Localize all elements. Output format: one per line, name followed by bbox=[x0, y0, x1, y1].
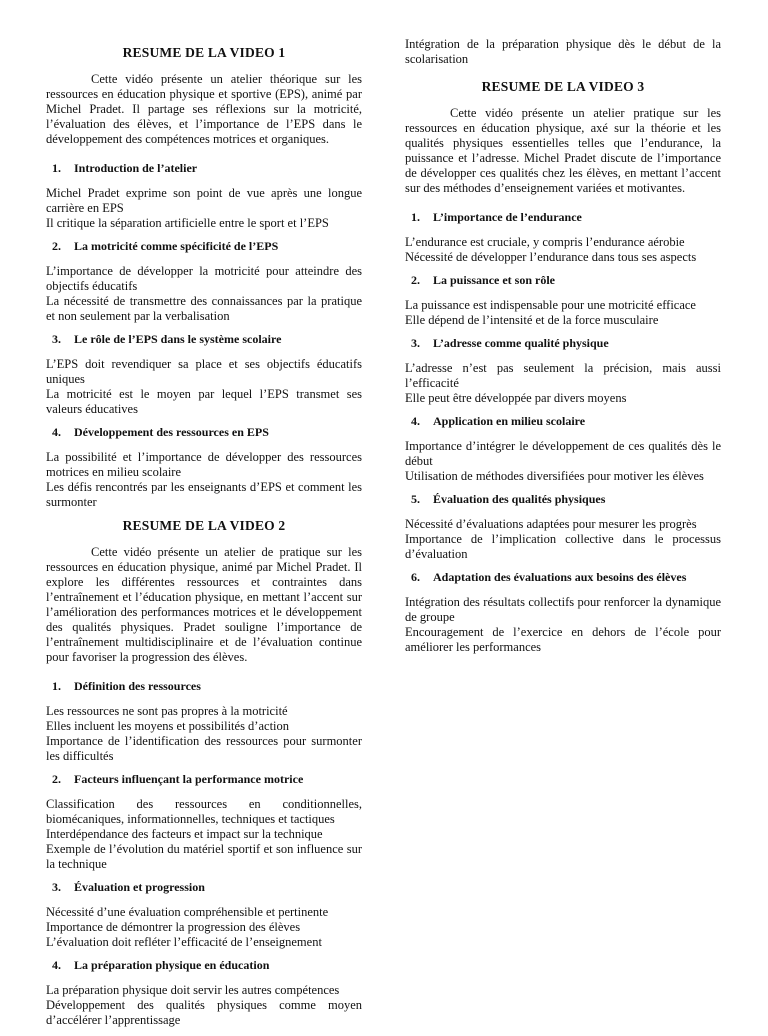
bullet-line: La nécessité de transmettre des connaissances par la pratique et non seulement par la verbalisation bbox=[46, 294, 362, 323]
bullet-line: Nécessité d’évaluations adaptées pour mesurer les progrès bbox=[405, 517, 697, 531]
video-3-section-6-body bbox=[405, 595, 721, 655]
video-3-intro: Cette vidéo présente un atelier pratique sur les ressources en éducation physique, axé sur la théorie et les qualités physiques essentielles telles que l’endurance, la puissance et l’adresse. Michel Pradet discute de l’importance de développer ces qualités chez les élèves, en mettant l’accent sur des méthodes d’enseignement variées et motivantes. bbox=[405, 106, 721, 195]
video-1-section-3-heading: 3. Le rôle de l’EPS dans le système scolaire bbox=[52, 332, 282, 346]
bullet-line: Les ressources ne sont pas propres à la motricité bbox=[46, 704, 288, 718]
video-1-section-4-body bbox=[46, 450, 362, 510]
video-2-section-3-heading: 3. Évaluation et progression bbox=[52, 880, 205, 894]
bullet-line: L’importance de développer la motricité pour atteindre des objectifs éducatifs bbox=[46, 264, 362, 293]
video-2-title: RESUME DE LA VIDEO 2 bbox=[122, 518, 286, 533]
bullet-line: Importance d’intégrer le développement de ces qualités dès le début bbox=[405, 439, 721, 468]
bullet-line: Michel Pradet exprime son point de vue après une longue carrière en EPS bbox=[46, 186, 362, 215]
video-1-section-2-body bbox=[46, 264, 362, 324]
video-3-section-5-body bbox=[405, 517, 721, 562]
bullet-line: L’évaluation doit refléter l’efficacité de l’enseignement bbox=[46, 935, 322, 949]
video-2-intro: Cette vidéo présente un atelier de pratique sur les ressources en éducation physique, animé par Michel Pradet. Il explore les différentes ressources et contraintes dans l’entraînement et l’éducation physique, en mettant l’accent sur l’amélioration des performances motrices et le développement des qualités physiques. Pradet souligne l’importance de l’entraînement multidisciplinaire et de l’évaluation continue pour favoriser la progression des élèves. bbox=[46, 545, 362, 664]
video-2-section-4-continuation: Intégration de la préparation physique dès le début de la scolarisation bbox=[405, 37, 721, 66]
video-3-section-2-heading: 2. La puissance et son rôle bbox=[411, 273, 556, 287]
bullet-line: Développement des qualités physiques comme moyen d’accélérer l’apprentissage bbox=[46, 998, 362, 1027]
bullet-line: Importance de l’implication collective dans le processus d’évaluation bbox=[405, 532, 721, 561]
video-3-section-6-heading: 6. Adaptation des évaluations aux besoins des élèves bbox=[411, 570, 687, 584]
video-1-section-1-heading: 1. Introduction de l’atelier bbox=[52, 161, 198, 175]
bullet-line: Interdépendance des facteurs et impact sur la technique bbox=[46, 827, 323, 841]
video-2-section-2-body bbox=[46, 797, 362, 872]
left-column bbox=[46, 37, 362, 1036]
video-1-intro: Cette vidéo présente un atelier théorique sur les ressources en éducation physique et sportive (EPS), animé par Michel Pradet. Il partage ses réflexions sur la motricité, l’évaluation des élèves, et l’importance de l’EPS dans le développement des compétences motrices et organiques. bbox=[46, 72, 362, 146]
video-2-section-1-body bbox=[46, 704, 362, 764]
bullet-line: Intégration des résultats collectifs pour renforcer la dynamique de groupe bbox=[405, 595, 721, 624]
bullet-line: Utilisation de méthodes diversifiées pour motiver les élèves bbox=[405, 469, 704, 483]
video-3-section-1-body bbox=[405, 235, 721, 265]
video-2-section-1-heading: 1. Définition des ressources bbox=[52, 679, 201, 693]
bullet-line: Elle peut être développée par divers moyens bbox=[405, 391, 627, 405]
bullet-line: Nécessité de développer l’endurance dans tous ses aspects bbox=[405, 250, 697, 264]
bullet-line: Exemple de l’évolution du matériel sportif et son influence sur la technique bbox=[46, 842, 362, 871]
video-3-section-2-body bbox=[405, 298, 721, 328]
video-1-section-1-body bbox=[46, 186, 362, 231]
video-2-section-4-heading: 4. La préparation physique en éducation bbox=[52, 958, 270, 972]
bullet-line: Nécessité d’une évaluation compréhensible et pertinente bbox=[46, 905, 329, 919]
bullet-line: La possibilité et l’importance de développer des ressources motrices en milieu scolaire bbox=[46, 450, 362, 479]
bullet-line: La puissance est indispensable pour une motricité efficace bbox=[405, 298, 696, 312]
bullet-line: Encouragement de l’exercice en dehors de l’école pour améliorer les performances bbox=[405, 625, 721, 654]
video-2-section-3-body bbox=[46, 905, 362, 950]
bullet-line: La motricité est le moyen par lequel l’EPS transmet ses valeurs éducatives bbox=[46, 387, 362, 416]
video-1-section-3-body bbox=[46, 357, 362, 417]
video-3-section-4-body bbox=[405, 439, 721, 484]
video-3-section-3-heading: 3. L’adresse comme qualité physique bbox=[411, 336, 609, 350]
video-2-section-2-heading: 2. Facteurs influençant la performance motrice bbox=[52, 772, 304, 786]
bullet-line: Classification des ressources en conditionnelles, biomécaniques, informationnelles, techniques et tactiques bbox=[46, 797, 362, 826]
right-column bbox=[405, 37, 721, 663]
video-3-section-5-heading: 5. Évaluation des qualités physiques bbox=[411, 492, 606, 506]
bullet-line: Importance de démontrer la progression des élèves bbox=[46, 920, 301, 934]
bullet-line: Il critique la séparation artificielle entre le sport et l’EPS bbox=[46, 216, 329, 230]
video-3-section-3-body bbox=[405, 361, 721, 406]
video-2-section-4-body bbox=[46, 983, 362, 1028]
video-3-section-1-heading: 1. L’importance de l’endurance bbox=[411, 210, 582, 224]
bullet-line: L’EPS doit revendiquer sa place et ses objectifs éducatifs uniques bbox=[46, 357, 362, 386]
bullet-line: Importance de l’identification des ressources pour surmonter les difficultés bbox=[46, 734, 362, 763]
video-1-section-2-heading: 2. La motricité comme spécificité de l’EPS bbox=[52, 239, 279, 253]
video-1-section-4-heading: 4. Développement des ressources en EPS bbox=[52, 425, 269, 439]
video-3-section-4-heading: 4. Application en milieu scolaire bbox=[411, 414, 586, 428]
bullet-line: L’endurance est cruciale, y compris l’endurance aérobie bbox=[405, 235, 685, 249]
bullet-line: Elle dépend de l’intensité et de la force musculaire bbox=[405, 313, 659, 327]
bullet-line: L’adresse n’est pas seulement la précision, mais aussi l’efficacité bbox=[405, 361, 721, 390]
video-3-title: RESUME DE LA VIDEO 3 bbox=[481, 79, 645, 94]
bullet-line: Elles incluent les moyens et possibilités d’action bbox=[46, 719, 290, 733]
bullet-line: La préparation physique doit servir les autres compétences bbox=[46, 983, 340, 997]
video-1-title: RESUME DE LA VIDEO 1 bbox=[122, 45, 286, 60]
bullet-line: Les défis rencontrés par les enseignants d’EPS et comment les surmonter bbox=[46, 480, 362, 509]
